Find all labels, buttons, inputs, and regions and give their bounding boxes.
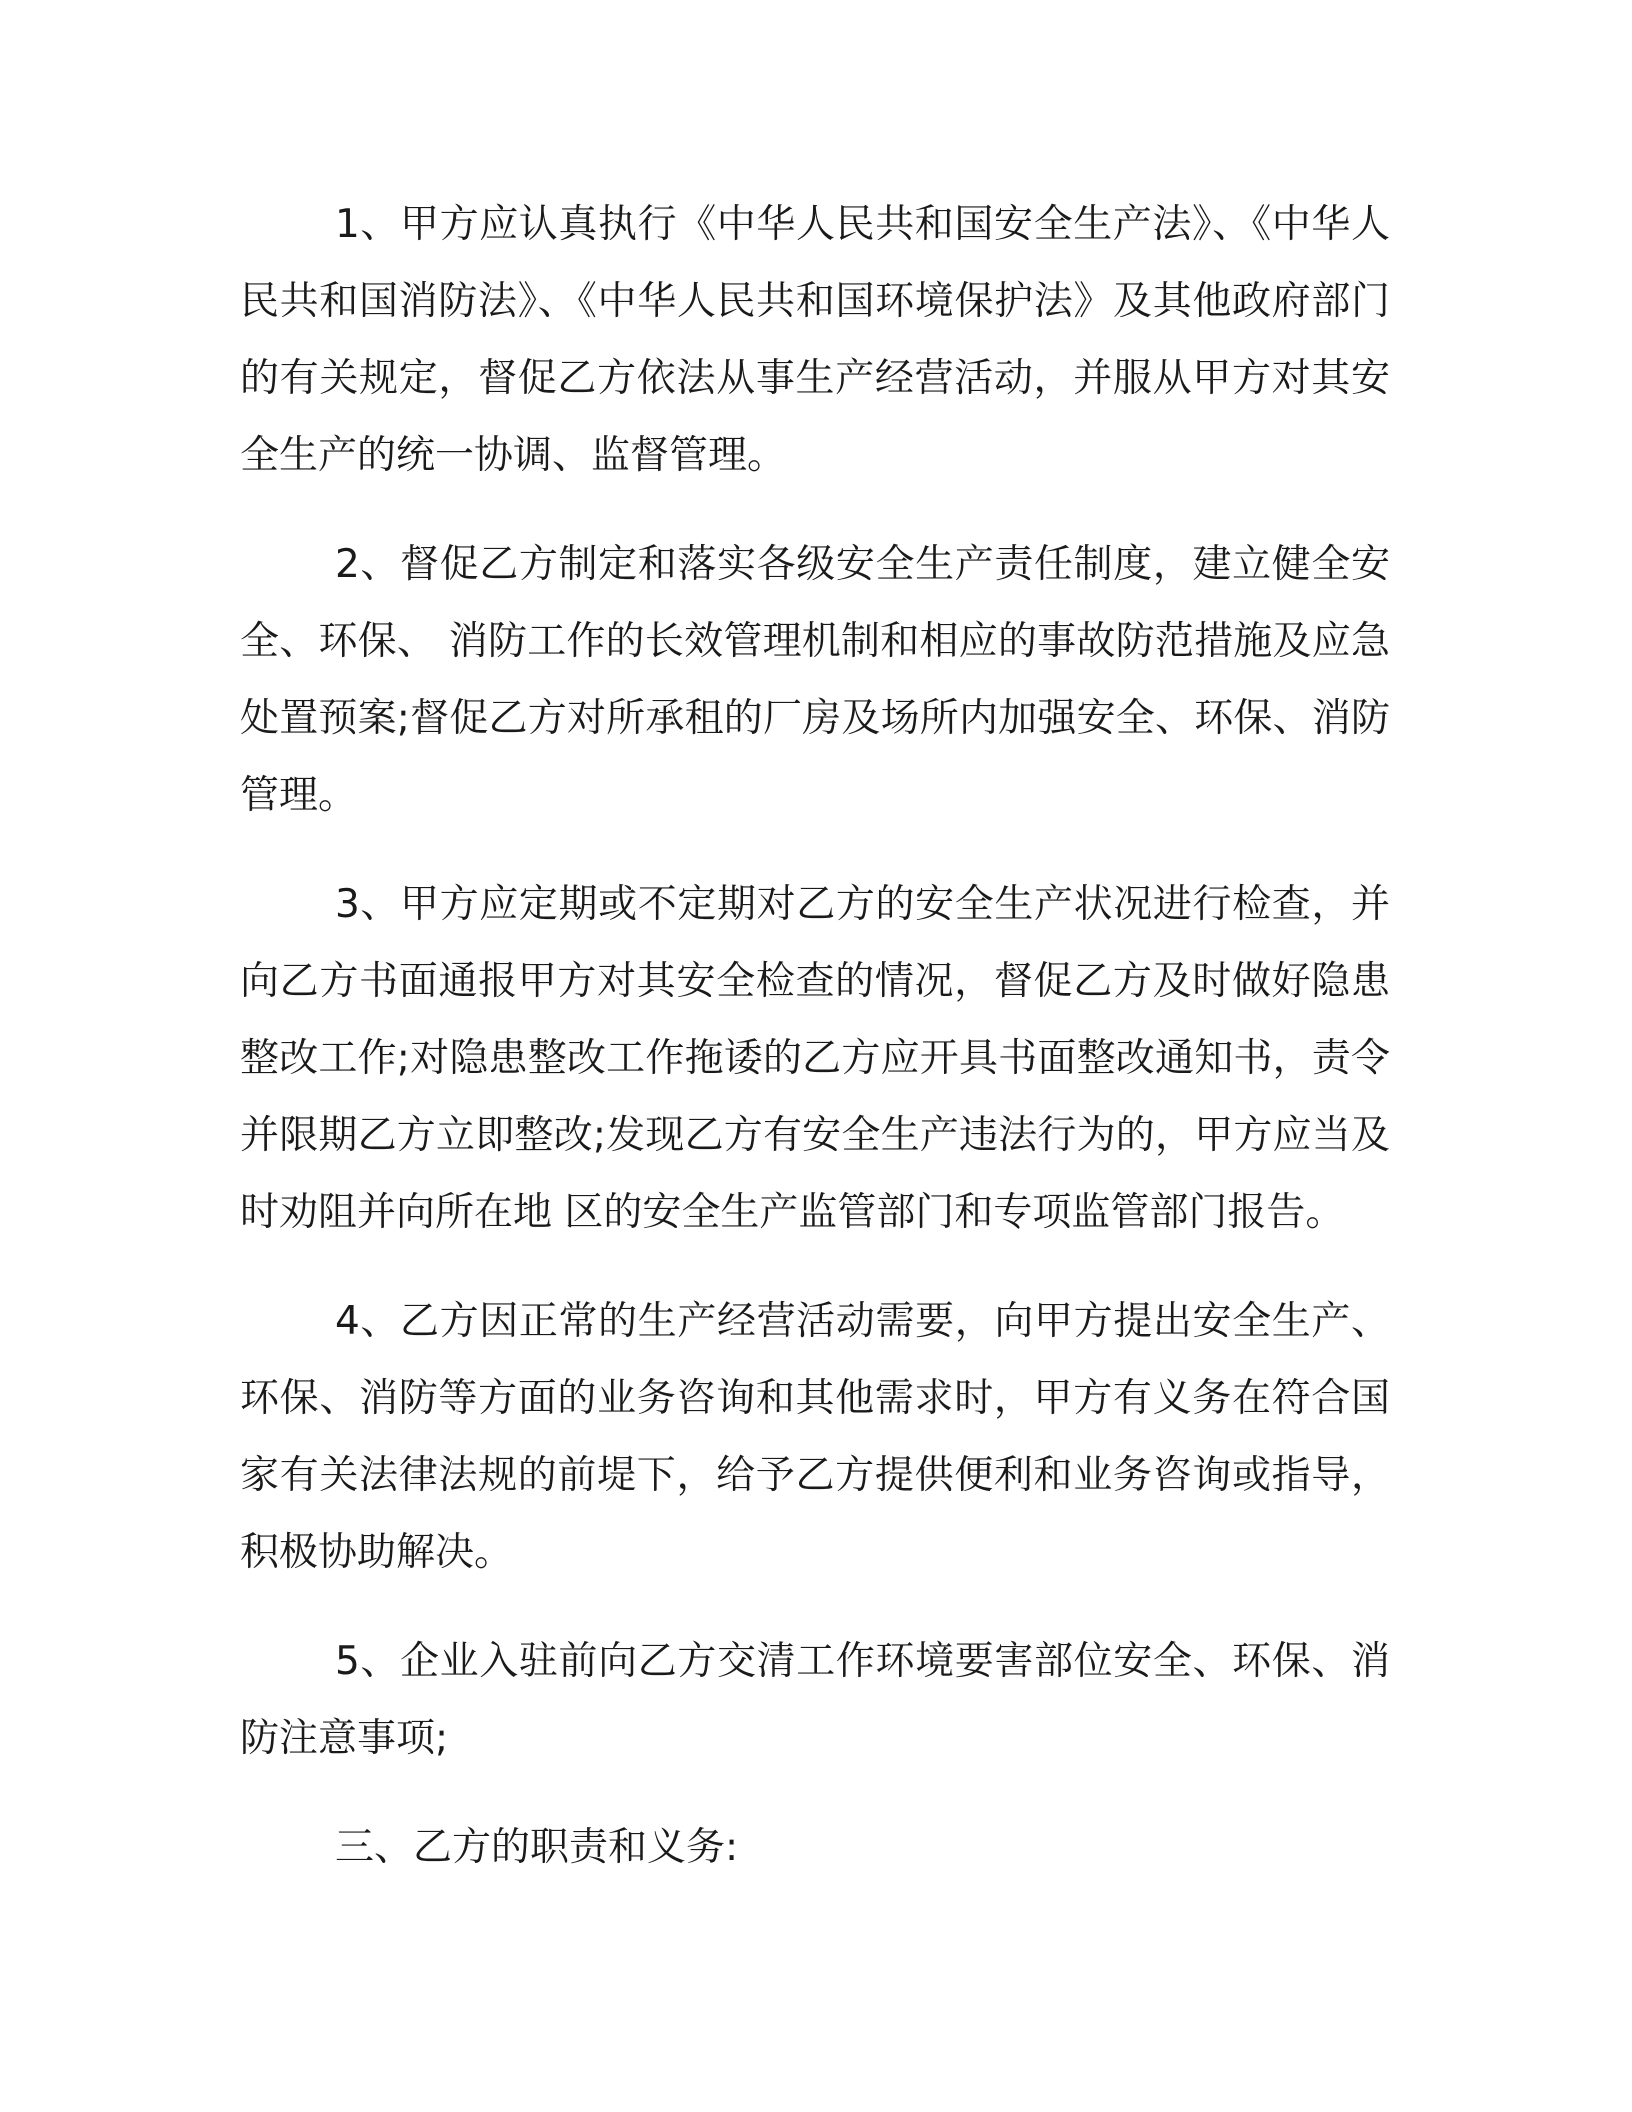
document-body bbox=[240, 186, 1390, 1886]
clause-5: 5、企业入驻前向乙方交清工作环境要害部位安全、环保、消防注意事项; bbox=[240, 1639, 1390, 1761]
clause-1: 1、甲方应认真执行《中华人民共和国安全生产法》、《中华人民共和国消防法》、《中华人民共和国环境保护法》及其他政府部门的有关规定，督促乙方依法从事生产经营活动，并服从甲方对其安全生产的统一协调、监督管理。 bbox=[240, 202, 1390, 478]
clause-4: 4、乙方因正常的生产经营活动需要，向甲方提出安全生产、环保、消防等方面的业务咨询和其他需求时，甲方有义务在符合国家有关法律法规的前堤下，给予乙方提供便利和业务咨询或指导，积极协助解决。 bbox=[240, 1299, 1390, 1575]
clause-2: 2、督促乙方制定和落实各级安全生产责任制度，建立健全安全、环保、 消防工作的长效管理机制和相应的事故防范措施及应急处置预案;督促乙方对所承租的厂房及场所内加强安全、环保、消防管理。 bbox=[240, 542, 1390, 818]
section-heading: 三、乙方的职责和义务: bbox=[335, 1825, 739, 1870]
clause-3: 3、甲方应定期或不定期对乙方的安全生产状况进行检查，并向乙方书面通报甲方对其安全检查的情况，督促乙方及时做好隐患整改工作;对隐患整改工作拖诿的乙方应开具书面整改通知书，责令并限期乙方立即整改;发现乙方有安全生产违法行为的，甲方应当及时劝阻并向所在地 区的安全生产监管部门和专项监管部门报告。 bbox=[240, 882, 1390, 1235]
